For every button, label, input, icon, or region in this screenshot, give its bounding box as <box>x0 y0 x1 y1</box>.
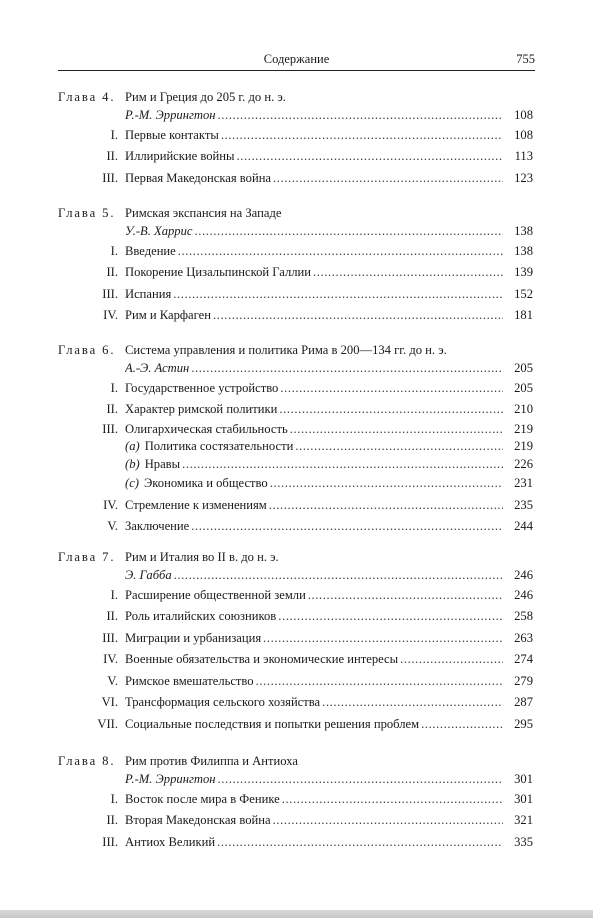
page-number: 244 <box>514 519 533 533</box>
section-number: I. <box>110 380 118 395</box>
section-title: Рим и Карфаген <box>125 308 211 322</box>
chapter-title-row <box>58 88 533 107</box>
page-number: 274 <box>514 652 533 666</box>
section-title: Характер римской политики <box>125 402 278 416</box>
page-number: 301 <box>514 791 533 806</box>
page-number: 219 <box>514 439 533 453</box>
dot-leader <box>419 714 503 736</box>
subsection-marker: (c) <box>125 476 139 490</box>
section-title: Испания <box>125 286 172 301</box>
chapter-block <box>58 204 533 327</box>
chapter-title: Система управления и политика Рима в 200—134 гг. до н. э. <box>125 343 447 357</box>
section-number: IV. <box>103 308 118 322</box>
dot-leader <box>271 810 503 832</box>
page-number: 210 <box>514 402 533 416</box>
section-title: Олигархическая стабильность <box>125 421 288 436</box>
page-number: 152 <box>514 286 533 301</box>
toc-entry[interactable] <box>58 262 533 284</box>
page-number: 335 <box>514 834 533 849</box>
section-title: Первые контакты <box>125 127 219 142</box>
dot-leader <box>215 832 503 854</box>
toc-entry[interactable] <box>58 585 533 607</box>
section-number: II. <box>106 402 118 416</box>
chapter-block <box>58 548 533 735</box>
page-number: 321 <box>514 813 533 827</box>
section-title: Государственное устройство <box>125 380 279 395</box>
section-title: Политика состязательности <box>144 439 294 453</box>
page-bottom-edge <box>0 910 593 918</box>
toc-entry[interactable] <box>58 516 533 538</box>
toc-entry[interactable] <box>58 456 533 474</box>
toc-entry[interactable] <box>58 692 533 714</box>
dot-leader <box>271 168 503 190</box>
toc-entry[interactable] <box>58 495 533 517</box>
dot-leader <box>180 456 503 474</box>
section-title: Восток после мира в Фенике <box>125 791 280 806</box>
section-title: Покорение Цизальпинской Галлии <box>125 265 311 279</box>
dot-leader <box>320 692 503 714</box>
toc-entry[interactable] <box>58 378 533 400</box>
dot-leader <box>219 125 503 147</box>
chapter-label: Глава 6. <box>58 343 116 357</box>
chapter-block <box>58 341 533 538</box>
dot-leader <box>306 585 503 607</box>
page-number: 108 <box>514 127 533 142</box>
chapter-author-entry[interactable] <box>58 223 533 241</box>
dot-leader <box>293 438 503 456</box>
author-name: У.-В. Харрис <box>125 224 193 238</box>
section-number: IV. <box>103 497 118 512</box>
toc-entry[interactable] <box>58 473 533 495</box>
section-title: Экономика и общество <box>143 476 268 490</box>
toc-entry[interactable] <box>58 628 533 650</box>
section-number: V. <box>107 673 118 688</box>
dot-leader <box>176 241 503 263</box>
section-number: I. <box>110 791 118 806</box>
toc-entry[interactable] <box>58 125 533 147</box>
page-number: 235 <box>514 497 533 512</box>
dot-leader <box>311 262 503 284</box>
page-number: 301 <box>514 772 533 786</box>
section-number: IV. <box>103 652 118 666</box>
chapter-block <box>58 752 533 853</box>
dot-leader <box>398 649 503 671</box>
chapter-title-row <box>58 548 533 567</box>
subsection-marker: (a) <box>125 439 140 453</box>
page-number: 139 <box>514 265 533 279</box>
section-title: Введение <box>125 243 176 258</box>
section-number: III. <box>102 834 118 849</box>
dot-leader <box>268 473 503 495</box>
section-number: II. <box>106 609 118 623</box>
chapter-title-row <box>58 204 533 223</box>
toc-entry[interactable] <box>58 649 533 671</box>
page-number: 205 <box>514 380 533 395</box>
header-title: Содержание <box>263 52 330 66</box>
chapter-label: Глава 8. <box>58 754 116 768</box>
page-number: 226 <box>514 456 533 471</box>
toc-entry[interactable] <box>58 438 533 456</box>
chapter-title: Рим против Филиппа и Антиоха <box>125 754 298 768</box>
page-number: 258 <box>514 609 533 623</box>
chapter-label: Глава 5. <box>58 206 116 220</box>
page-number: 263 <box>514 630 533 645</box>
dot-leader <box>189 516 503 538</box>
page-number: 246 <box>514 587 533 602</box>
section-number: III. <box>102 421 118 436</box>
subsection-marker: (b) <box>125 456 140 471</box>
section-title: Римское вмешательство <box>125 673 254 688</box>
dot-leader <box>280 789 503 811</box>
section-title: Первая Македонская война <box>125 170 272 185</box>
dot-leader <box>254 671 503 693</box>
dot-leader <box>267 495 503 517</box>
section-title: Социальные последствия и попытки решения проблем <box>125 716 420 731</box>
page-number: 138 <box>514 224 533 238</box>
dot-leader <box>261 628 503 650</box>
page-number: 108 <box>514 108 533 122</box>
toc-entry[interactable] <box>58 399 533 421</box>
section-number: VII. <box>97 716 118 731</box>
section-number: III. <box>102 286 118 301</box>
dot-leader <box>171 284 503 306</box>
page-number: 123 <box>514 170 533 185</box>
section-title: Расширение общественной земли <box>125 587 306 602</box>
section-number: II. <box>106 813 118 827</box>
toc-entry[interactable] <box>58 810 533 832</box>
chapter-author-entry[interactable] <box>58 107 533 125</box>
toc-entry[interactable] <box>58 146 533 168</box>
section-title: Антиох Великий <box>125 834 216 849</box>
page-number: 279 <box>514 673 533 688</box>
toc-entry[interactable] <box>58 671 533 693</box>
dot-leader <box>234 146 503 168</box>
page-number: 295 <box>514 716 533 731</box>
section-title: Роль италийских союзников <box>125 609 277 623</box>
chapter-block <box>58 88 533 189</box>
dot-leader <box>288 421 503 439</box>
section-title: Военные обязательства и экономические интересы <box>125 652 399 666</box>
toc-entry[interactable] <box>58 168 533 190</box>
section-number: I. <box>110 243 118 258</box>
page-number: 219 <box>514 421 533 436</box>
author-name: Э. Габба <box>125 568 172 582</box>
section-title: Вторая Македонская война <box>125 813 271 827</box>
section-number: I. <box>110 587 118 602</box>
toc-entry[interactable] <box>58 305 533 327</box>
author-name: Р.-М. Эррингтон <box>125 108 216 122</box>
toc-entry[interactable] <box>58 832 533 854</box>
page-number: 113 <box>514 149 533 163</box>
toc-entry[interactable] <box>58 606 533 628</box>
section-title: Иллирийские войны <box>125 149 235 163</box>
section-title: Трансформация сельского хозяйства <box>125 695 321 709</box>
section-number: VI. <box>101 695 118 709</box>
chapter-title-row <box>58 752 533 771</box>
toc-entry[interactable] <box>58 284 533 306</box>
section-title: Миграции и урбанизация <box>125 630 262 645</box>
dot-leader <box>278 378 503 400</box>
section-title: Нравы <box>144 456 181 471</box>
chapter-title-row <box>58 341 533 360</box>
dot-leader <box>277 399 503 421</box>
toc-entry[interactable] <box>58 241 533 263</box>
author-name: Р.-М. Эррингтон <box>125 772 216 786</box>
running-header <box>58 52 535 71</box>
chapter-author-entry[interactable] <box>58 567 533 585</box>
chapter-label: Глава 7. <box>58 550 116 564</box>
chapter-title: Римская экспансия на Западе <box>125 206 282 220</box>
section-number: III. <box>102 170 118 185</box>
dot-leader <box>276 606 503 628</box>
section-number: II. <box>106 149 118 163</box>
toc-entry[interactable] <box>58 421 533 439</box>
section-number: V. <box>107 519 118 533</box>
page-number: 181 <box>514 308 533 322</box>
author-name: А.-Э. Астин <box>125 361 190 375</box>
dot-leader <box>216 107 504 125</box>
chapter-title: Рим и Греция до 205 г. до н. э. <box>125 90 286 104</box>
section-number: II. <box>106 265 118 279</box>
header-page-number: 755 <box>516 52 535 66</box>
dot-leader <box>192 223 503 241</box>
chapter-author-entry[interactable] <box>58 360 533 378</box>
section-number: I. <box>110 127 118 142</box>
dot-leader <box>189 360 503 378</box>
chapter-author-entry[interactable] <box>58 771 533 789</box>
page-number: 287 <box>514 695 533 709</box>
page-number: 246 <box>514 568 533 582</box>
chapter-title: Рим и Италия во II в. до н. э. <box>125 550 279 564</box>
page-number: 205 <box>514 361 533 375</box>
section-number: III. <box>102 630 118 645</box>
page-number: 138 <box>514 243 533 258</box>
section-title: Заключение <box>125 519 190 533</box>
toc-entry[interactable] <box>58 714 533 736</box>
dot-leader <box>211 305 503 327</box>
page-number: 231 <box>514 476 533 490</box>
chapter-label: Глава 4. <box>58 90 116 104</box>
toc-entry[interactable] <box>58 789 533 811</box>
section-title: Стремление к изменениям <box>125 497 267 512</box>
dot-leader <box>216 771 504 789</box>
dot-leader <box>172 567 503 585</box>
